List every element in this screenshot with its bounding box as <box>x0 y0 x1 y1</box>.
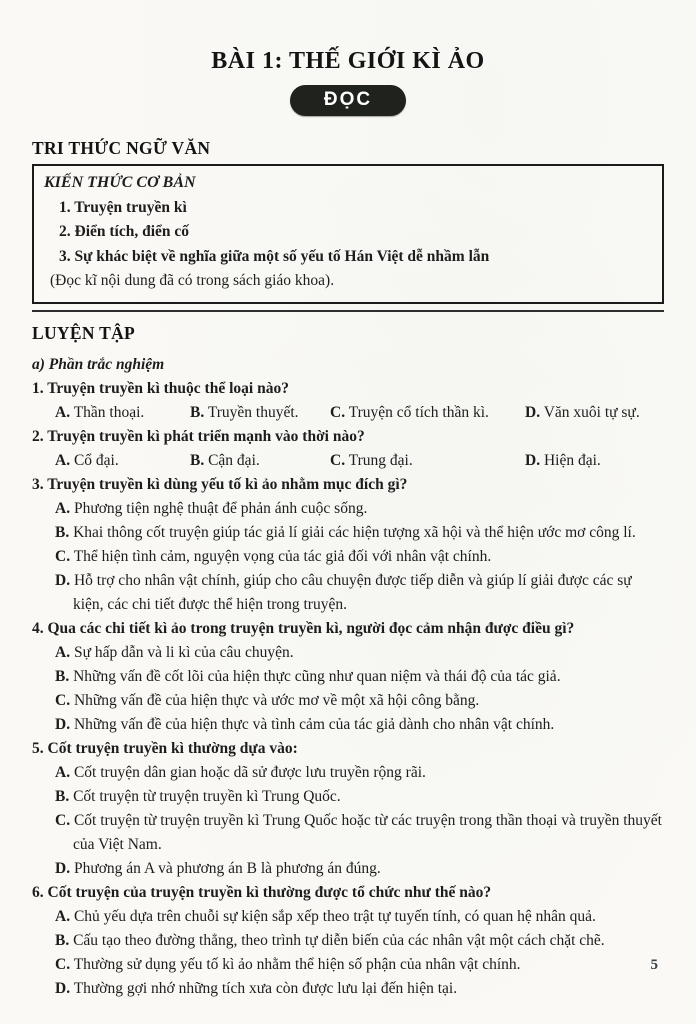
knowledge-box-title: KIẾN THỨC CƠ BẢN <box>44 174 196 191</box>
item-text: Truyện truyền kì <box>74 198 187 216</box>
option-label: B. <box>55 667 70 685</box>
option-2b <box>190 449 330 473</box>
options-row <box>55 401 664 425</box>
question-3 <box>32 473 664 617</box>
options-list <box>55 761 664 881</box>
knowledge-section-heading: TRI THỨC NGỮ VĂN <box>32 138 211 158</box>
question-number: 4. <box>32 619 44 637</box>
option-text: Phương án A và phương án B là phương án đúng. <box>73 859 381 877</box>
option-label: C. <box>330 403 346 421</box>
knowledge-box-item <box>59 245 650 270</box>
option-text: Cốt truyện từ truyện truyền kì Trung Quốc. <box>73 787 341 805</box>
knowledge-box-item <box>59 196 650 221</box>
option-label: A. <box>55 499 71 517</box>
option-text: Những vấn đề của hiện thực và ước mơ về một xã hội công bằng. <box>73 691 480 709</box>
badge-row <box>32 85 664 116</box>
option-2d <box>525 449 664 473</box>
option-label: C. <box>55 691 71 709</box>
option-1a <box>55 401 190 425</box>
option-5d <box>55 857 664 881</box>
option-1d <box>525 401 664 425</box>
option-text: Những vấn đề của hiện thực và tình cảm của tác giả dành cho nhân vật chính. <box>73 715 555 733</box>
option-label: C. <box>55 811 71 829</box>
option-text: Chủ yếu dựa trên chuỗi sự kiện sắp xếp theo trật tự tuyến tính, có quan hệ nhân quả. <box>73 907 596 925</box>
option-label: D. <box>525 451 541 469</box>
question-number: 2. <box>32 427 44 445</box>
option-label: D. <box>525 403 541 421</box>
item-text: Sự khác biệt về nghĩa giữa một số yếu tố Hán Việt dễ nhầm lẫn <box>74 247 490 265</box>
option-2c <box>330 449 525 473</box>
option-6d <box>55 977 664 1001</box>
basic-knowledge-box <box>32 164 664 304</box>
question-text <box>32 737 664 761</box>
option-text: Cận đại. <box>208 451 260 469</box>
option-text: Thể hiện tình cảm, nguyện vọng của tác giả đối với nhân vật chính. <box>73 547 492 565</box>
option-text: Phương tiện nghệ thuật để phản ánh cuộc sống. <box>73 499 368 517</box>
option-text: Sự hấp dẫn và li kì của câu chuyện. <box>73 643 294 661</box>
option-4c <box>55 689 664 713</box>
option-6b <box>55 929 664 953</box>
option-label: C. <box>55 955 71 973</box>
option-3b <box>55 521 664 545</box>
option-3a <box>55 497 664 521</box>
item-number: 2. <box>59 223 71 240</box>
option-text: Cốt truyện dân gian hoặc dã sử được lưu truyền rộng rãi. <box>73 763 426 781</box>
question-number: 3. <box>32 475 44 493</box>
options-list <box>55 641 664 737</box>
knowledge-box-item <box>59 220 650 245</box>
option-text: Văn xuôi tự sự. <box>543 403 640 421</box>
question-title: Cốt truyện truyền kì thường dựa vào: <box>47 739 298 757</box>
option-label: C. <box>55 547 71 565</box>
practice-subheading: a) Phần trắc nghiệm <box>32 355 165 373</box>
question-title: Qua các chi tiết kì ảo trong truyện truyền kì, người đọc cảm nhận được điều gì? <box>47 619 575 637</box>
option-label: B. <box>55 787 70 805</box>
option-text: Thần thoại. <box>73 403 145 421</box>
question-title: Truyện truyền kì dùng yếu tố kì ảo nhằm mục đích gì? <box>47 475 408 493</box>
option-3c <box>55 545 664 569</box>
page-number: 5 <box>650 957 658 973</box>
options-list <box>55 497 664 617</box>
option-1c <box>330 401 525 425</box>
option-text: Cấu tạo theo đường thẳng, theo trình tự diễn biến của các nhân vật một cách chặt chẽ. <box>73 931 605 949</box>
option-label: B. <box>190 403 205 421</box>
option-5c <box>55 809 664 857</box>
question-6 <box>32 881 664 1001</box>
question-text <box>32 425 664 449</box>
option-label: D. <box>55 979 71 997</box>
option-6a <box>55 905 664 929</box>
option-4b <box>55 665 664 689</box>
option-text: Khai thông cốt truyện giúp tác giả lí giải các hiện tượng xã hội và thể hiện ước mơ công lí. <box>73 523 636 541</box>
option-label: A. <box>55 451 71 469</box>
option-text: Hỗ trợ cho nhân vật chính, giúp cho câu chuyện được tiếp diễn và giúp lí giải được các sự kiện, các chi tiết được thể hiện trong truyện. <box>73 571 632 613</box>
question-text <box>32 377 664 401</box>
item-number: 1. <box>59 198 71 216</box>
option-label: A. <box>55 403 71 421</box>
option-4a <box>55 641 664 665</box>
option-label: D. <box>55 859 71 877</box>
question-1 <box>32 377 664 425</box>
section-divider <box>32 310 664 312</box>
question-text <box>32 617 664 641</box>
read-section-badge: ĐỌC <box>290 85 406 116</box>
question-number: 5. <box>32 739 44 757</box>
option-3d <box>55 569 664 617</box>
option-label: B. <box>190 451 205 469</box>
option-label: A. <box>55 643 71 661</box>
question-number: 1. <box>32 379 44 397</box>
option-label: D. <box>55 571 71 589</box>
option-5a <box>55 761 664 785</box>
option-label: B. <box>55 523 70 541</box>
item-number: 3. <box>59 247 71 265</box>
option-text: Những vấn đề cốt lõi của hiện thực cũng như quan niệm và thái độ của tác giả. <box>73 667 561 685</box>
option-label: C. <box>330 451 346 469</box>
option-4d <box>55 713 664 737</box>
option-text: Thường gợi nhớ những tích xưa còn được lưu lại đến hiện tại. <box>73 979 458 997</box>
question-title: Cốt truyện của truyện truyền kì thường được tổ chức như thế nào? <box>47 883 492 901</box>
option-label: A. <box>55 763 71 781</box>
question-text <box>32 881 664 905</box>
lesson-title: BÀI 1: THẾ GIỚI KÌ ẢO <box>211 48 485 74</box>
option-text: Hiện đại. <box>543 451 601 469</box>
question-number: 6. <box>32 883 44 901</box>
option-text: Truyện cổ tích thần kì. <box>348 403 489 421</box>
options-row <box>55 449 664 473</box>
option-text: Trung đại. <box>348 451 413 469</box>
options-list <box>55 905 664 1001</box>
option-label: D. <box>55 715 71 733</box>
question-text <box>32 473 664 497</box>
question-title: Truyện truyền kì thuộc thể loại nào? <box>47 379 289 397</box>
option-label: A. <box>55 907 71 925</box>
question-5 <box>32 737 664 881</box>
question-4 <box>32 617 664 737</box>
item-text: Điển tích, điển cố <box>74 223 190 240</box>
option-text: Cốt truyện từ truyện truyền kì Trung Quốc hoặc từ các truyện trong thần thoại và truyền thuyết của Việt Nam. <box>73 811 662 853</box>
option-label: B. <box>55 931 70 949</box>
practice-section-heading: LUYỆN TẬP <box>32 322 136 343</box>
knowledge-box-note: (Đọc kĩ nội dung đã có trong sách giáo khoa). <box>50 272 335 289</box>
option-text: Thường sử dụng yếu tố kì ảo nhằm thể hiện số phận của nhân vật chính. <box>73 955 521 973</box>
question-2 <box>32 425 664 473</box>
option-1b <box>190 401 330 425</box>
question-title: Truyện truyền kì phát triển mạnh vào thời nào? <box>47 427 365 445</box>
option-text: Cổ đại. <box>73 451 119 469</box>
option-2a <box>55 449 190 473</box>
option-5b <box>55 785 664 809</box>
option-6c <box>55 953 664 977</box>
option-text: Truyền thuyết. <box>207 403 299 421</box>
